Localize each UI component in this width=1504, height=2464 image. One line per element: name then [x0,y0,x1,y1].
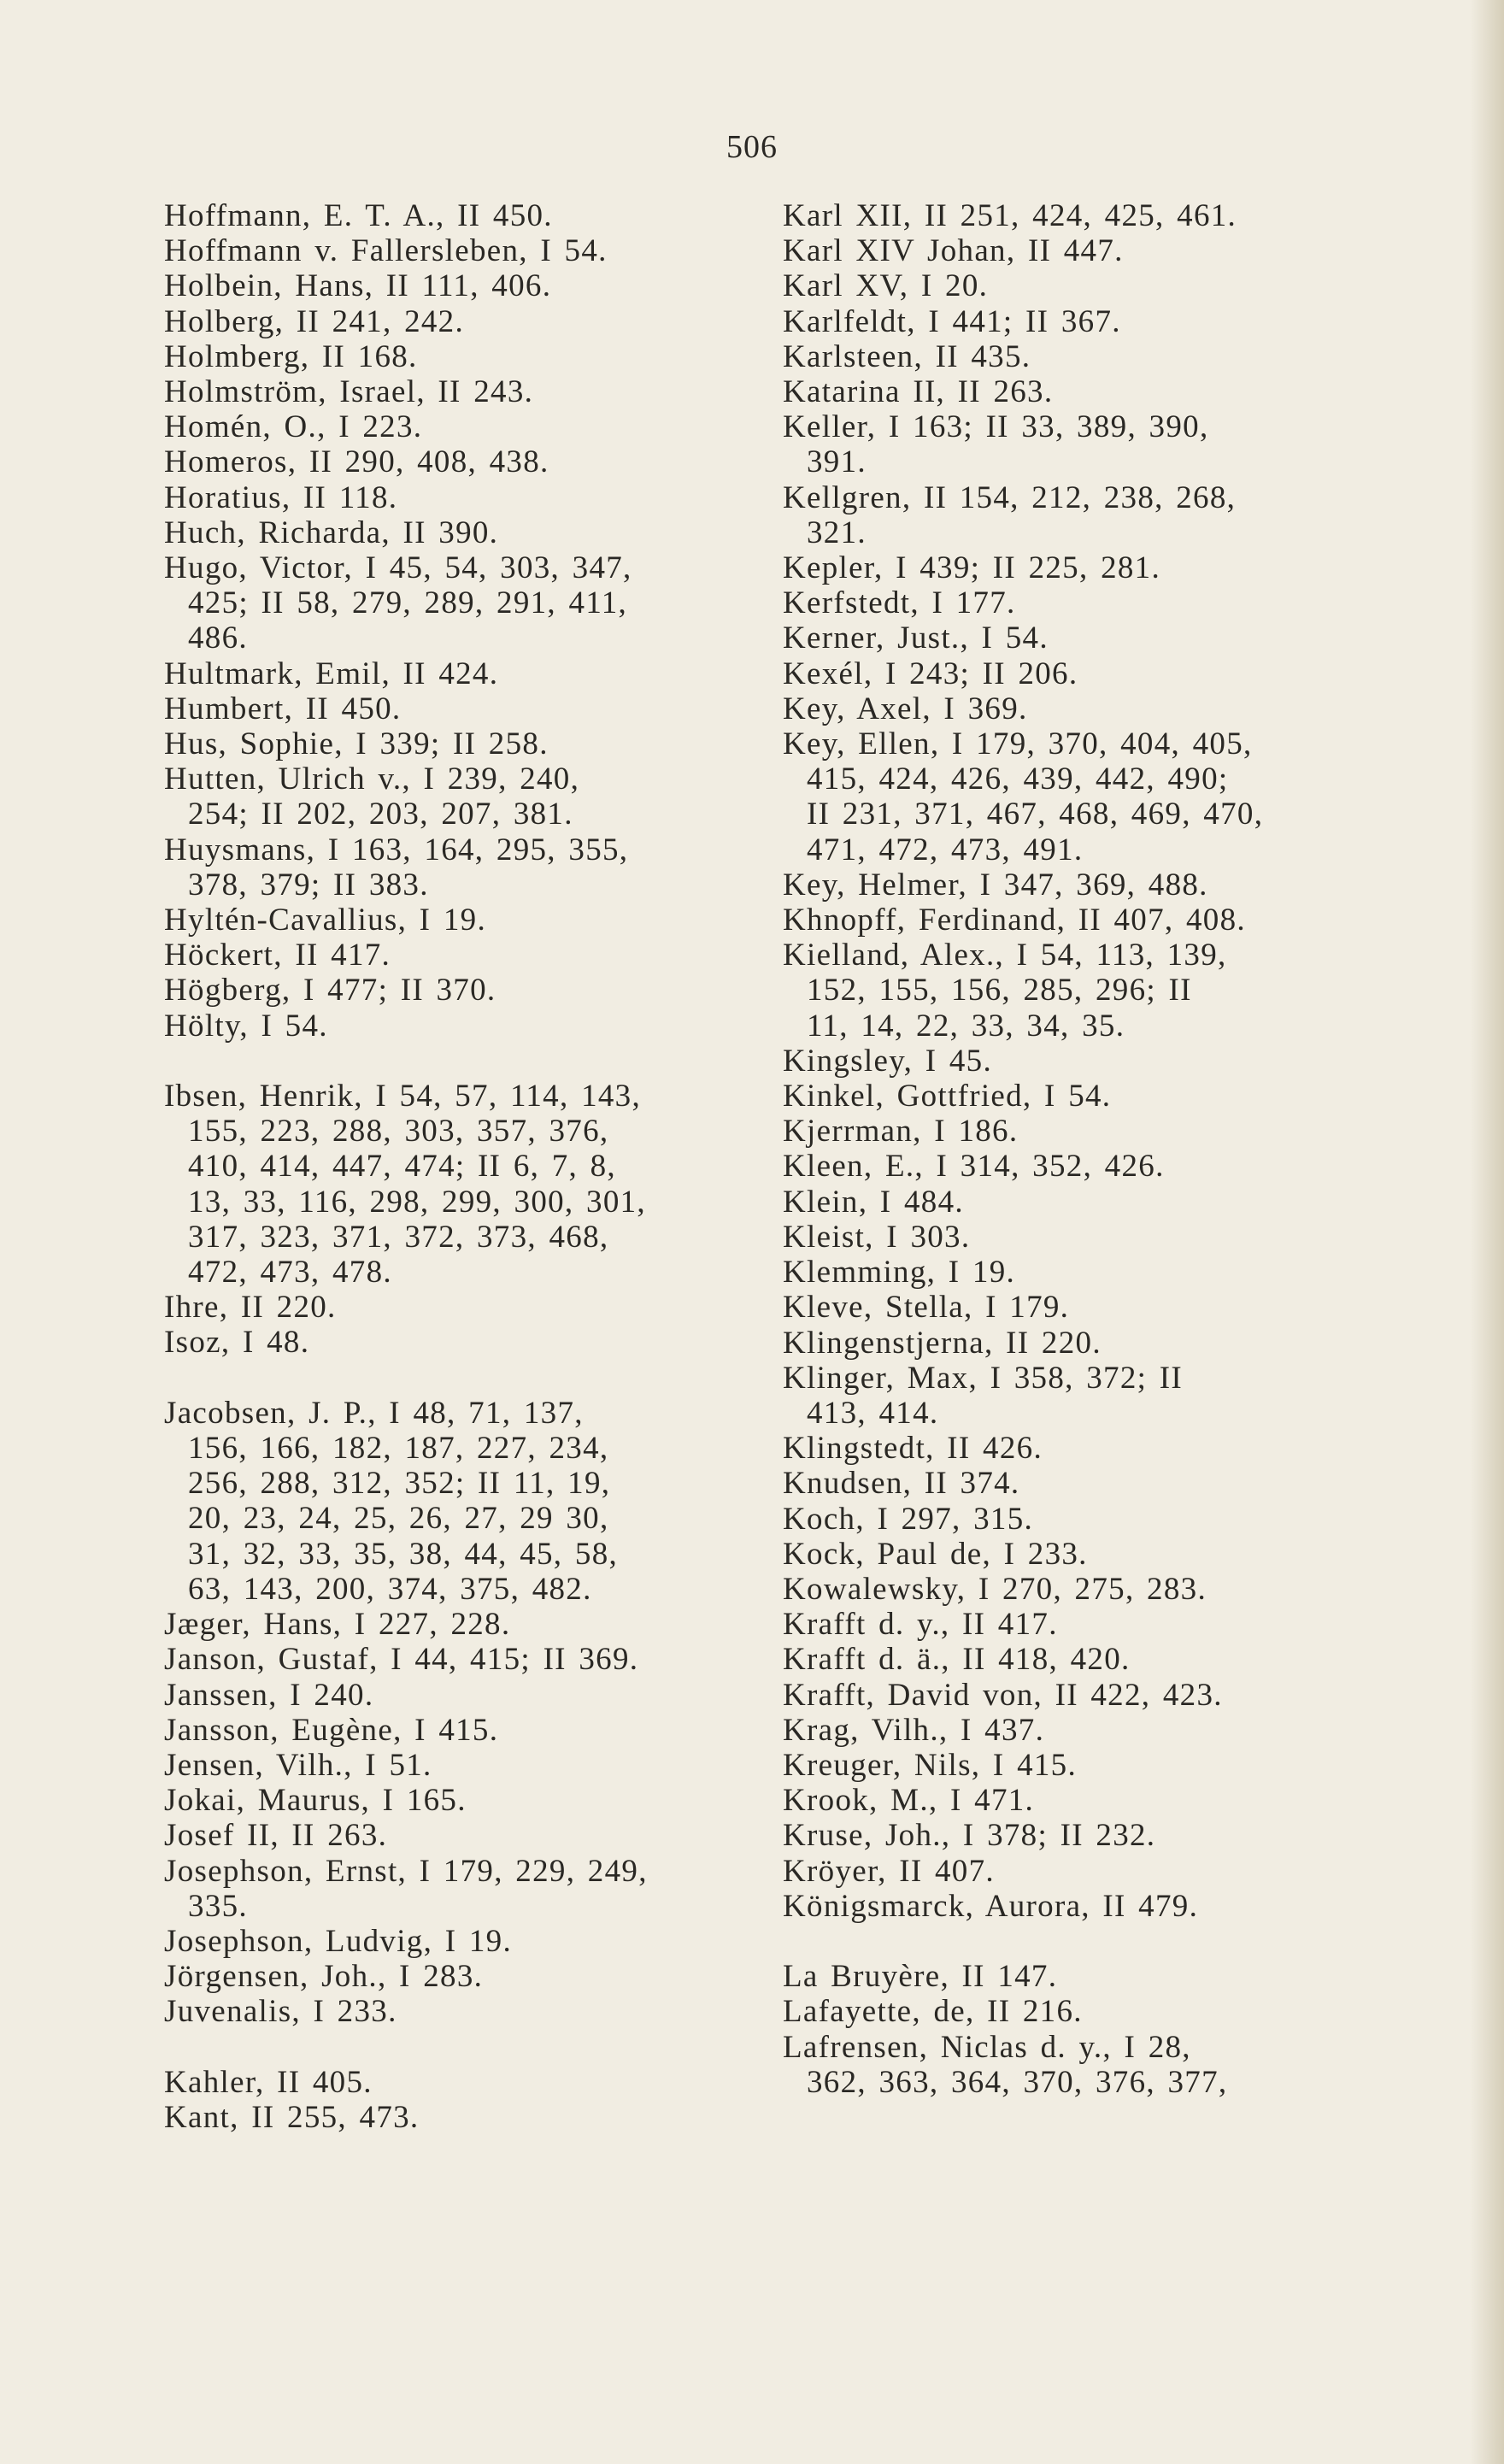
index-entry: Kreuger, Nils, I 415. [783,1747,1078,1783]
index-entry: Kjerrman, I 186. [783,1114,1019,1150]
page-number: 506 [726,129,778,165]
index-column-right [783,198,1347,2100]
index-entry: Hus, Sophie, I 339; II 258. [164,726,549,762]
index-entry: Hutten, Ulrich v., I 239, 240, 254; II 202, 203, 207, 381. [164,762,580,832]
index-entry: Hoffmann v. Fallersleben, I 54. [164,233,608,269]
index-entry: Holbein, Hans, II 111, 406. [164,268,552,304]
index-entry: Hoffmann, E. T. A., II 450. [164,198,553,233]
index-entry: Hölty, I 54. [164,1008,328,1044]
group-spacer [164,1044,745,1079]
index-entry: Karlfeldt, I 441; II 367. [783,303,1121,339]
index-column-left [164,198,745,2135]
index-entry: Kingsley, I 45. [783,1043,993,1079]
index-entry: Kellgren, II 154, 212, 238, 268, 321. [783,479,1237,550]
index-entry: Juvenalis, I 233. [164,1994,397,2030]
index-entry: Jensen, Vilh., I 51. [164,1747,432,1783]
index-entry: Kock, Paul de, I 233. [783,1536,1088,1572]
index-entry: Kant, II 255, 473. [164,2099,420,2135]
index-entry: Koch, I 297, 315. [783,1501,1034,1537]
index-entry: Kexél, I 243; II 206. [783,656,1078,691]
index-entry: Kerfstedt, I 177. [783,585,1016,621]
index-entry: Knudsen, II 374. [783,1466,1020,1502]
index-entry: Janssen, I 240. [164,1677,374,1713]
index-entry: Ihre, II 220. [164,1290,337,1326]
index-entry: Karlsteen, II 435. [783,338,1031,374]
index-entry: Janson, Gustaf, I 44, 415; II 369. [164,1642,639,1678]
index-entry: Kahler, II 405. [164,2064,373,2100]
index-entry: Kerner, Just., I 54. [783,620,1049,656]
index-entry: Königsmarck, Aurora, II 479. [783,1888,1199,1924]
index-entry: Isoz, I 48. [164,1325,310,1361]
index-entry: Lafayette, de, II 216. [783,1994,1083,2030]
group-spacer [164,2030,745,2065]
letter-group-l [783,1959,1347,2100]
index-entry: Huysmans, I 163, 164, 295, 355, 378, 379; II 383. [164,832,629,903]
index-entry: Klingenstjerna, II 220. [783,1325,1102,1361]
index-entry: Horatius, II 118. [164,479,398,515]
index-entry: Katarina II, II 263. [783,374,1054,410]
group-spacer [783,1924,1347,1959]
index-entry: Hultmark, Emil, II 424. [164,656,499,691]
index-entry: Krafft d. ä., II 418, 420. [783,1642,1131,1678]
index-entry: Krafft d. y., II 417. [783,1607,1058,1643]
index-entry: Jörgensen, Joh., I 283. [164,1959,484,1995]
index-entry: Krook, M., I 471. [783,1783,1035,1819]
index-entry: Klinger, Max, I 358, 372; II 413, 414. [783,1360,1184,1431]
letter-group-j [164,1396,745,2030]
index-entry: Jæger, Hans, I 227, 228. [164,1607,511,1643]
letter-group-k-start [164,2065,745,2135]
index-entry: Jacobsen, J. P., I 48, 71, 137, 156, 166, 182, 187, 227, 234, 256, 288, 312, 352; II 11, 19, 20, 23, 24, 25, 26, 27, 29 30, 31, 32, 33, 35, 38, 44, 45, 58, 63, 143, 200, 374, 375, 482. [164,1395,619,1607]
index-entry: Holmberg, II 168. [164,338,418,374]
letter-group-i [164,1079,745,1361]
index-entry: Holberg, II 241, 242. [164,303,465,339]
group-spacer [164,1361,745,1396]
index-entry: Key, Ellen, I 179, 370, 404, 405, 415, 424, 426, 439, 442, 490; II 231, 371, 467, 468, 469, 470, 471, 472, 473, 491. [783,726,1264,867]
index-entry: Jokai, Maurus, I 165. [164,1783,467,1819]
index-entry: Klingstedt, II 426. [783,1431,1043,1467]
index-entry: Kröyer, II 407. [783,1853,995,1889]
index-entry: Homeros, II 290, 408, 438. [164,444,549,480]
index-entry: Höckert, II 417. [164,938,391,973]
page-edge-shadow [1470,0,1504,2464]
index-entry: Kepler, I 439; II 225, 281. [783,550,1161,586]
index-entry: Kleist, I 303. [783,1219,971,1255]
index-entry: Krag, Vilh., I 437. [783,1712,1045,1748]
index-entry: Keller, I 163; II 33, 389, 390, 391. [783,409,1209,480]
index-entry: Klemming, I 19. [783,1255,1016,1291]
index-entry: Karl XIV Johan, II 447. [783,233,1124,269]
letter-group-h [164,198,745,1044]
index-entry: Josef II, II 263. [164,1818,388,1854]
index-entry: Humbert, II 450. [164,691,402,726]
letter-group-k [783,198,1347,1924]
index-entry: Högberg, I 477; II 370. [164,973,496,1009]
index-entry: Hyltén-Cavallius, I 19. [164,903,487,938]
index-entry: Karl XII, II 251, 424, 425, 461. [783,198,1237,233]
index-entry: Key, Axel, I 369. [783,691,1028,726]
index-entry: Huch, Richarda, II 390. [164,515,499,550]
index-entry: Josephson, Ernst, I 179, 229, 249, 335. [164,1853,648,1924]
index-entry: Josephson, Ludvig, I 19. [164,1923,513,1959]
index-entry: Key, Helmer, I 347, 369, 488. [783,867,1208,903]
index-entry: Ibsen, Henrik, I 54, 57, 114, 143, 155, 223, 288, 303, 357, 376, 410, 414, 447, 474; II 6, 7, 8, 13, 33, 116, 298, 299, 300, 301, 317, 323, 371, 372, 373, 468, 472, 473, 478. [164,1079,646,1291]
index-entry: Jansson, Eugène, I 415. [164,1712,499,1748]
index-entry: Kleve, Stella, I 179. [783,1290,1070,1326]
index-entry: Hugo, Victor, I 45, 54, 303, 347, 425; II 58, 279, 289, 291, 411, 486. [164,550,632,656]
index-entry: Lafrensen, Niclas d. y., I 28, 362, 363, 364, 370, 376, 377, [783,2029,1228,2100]
index-entry: Kielland, Alex., I 54, 113, 139, 152, 155, 156, 285, 296; II 11, 14, 22, 33, 34, 35. [783,938,1227,1044]
index-entry: Kowalewsky, I 270, 275, 283. [783,1571,1207,1607]
index-entry: Kruse, Joh., I 378; II 232. [783,1818,1156,1854]
index-entry: Krafft, David von, II 422, 423. [783,1677,1223,1713]
index-entry: La Bruyère, II 147. [783,1959,1058,1995]
index-entry: Klein, I 484. [783,1184,964,1220]
index-entry: Kinkel, Gottfried, I 54. [783,1079,1112,1114]
index-entry: Holmström, Israel, II 243. [164,374,534,410]
index-entry: Karl XV, I 20. [783,268,989,304]
index-entry: Khnopff, Ferdinand, II 407, 408. [783,903,1246,938]
index-entry: Kleen, E., I 314, 352, 426. [783,1149,1165,1185]
index-entry: Homén, O., I 223. [164,409,423,445]
